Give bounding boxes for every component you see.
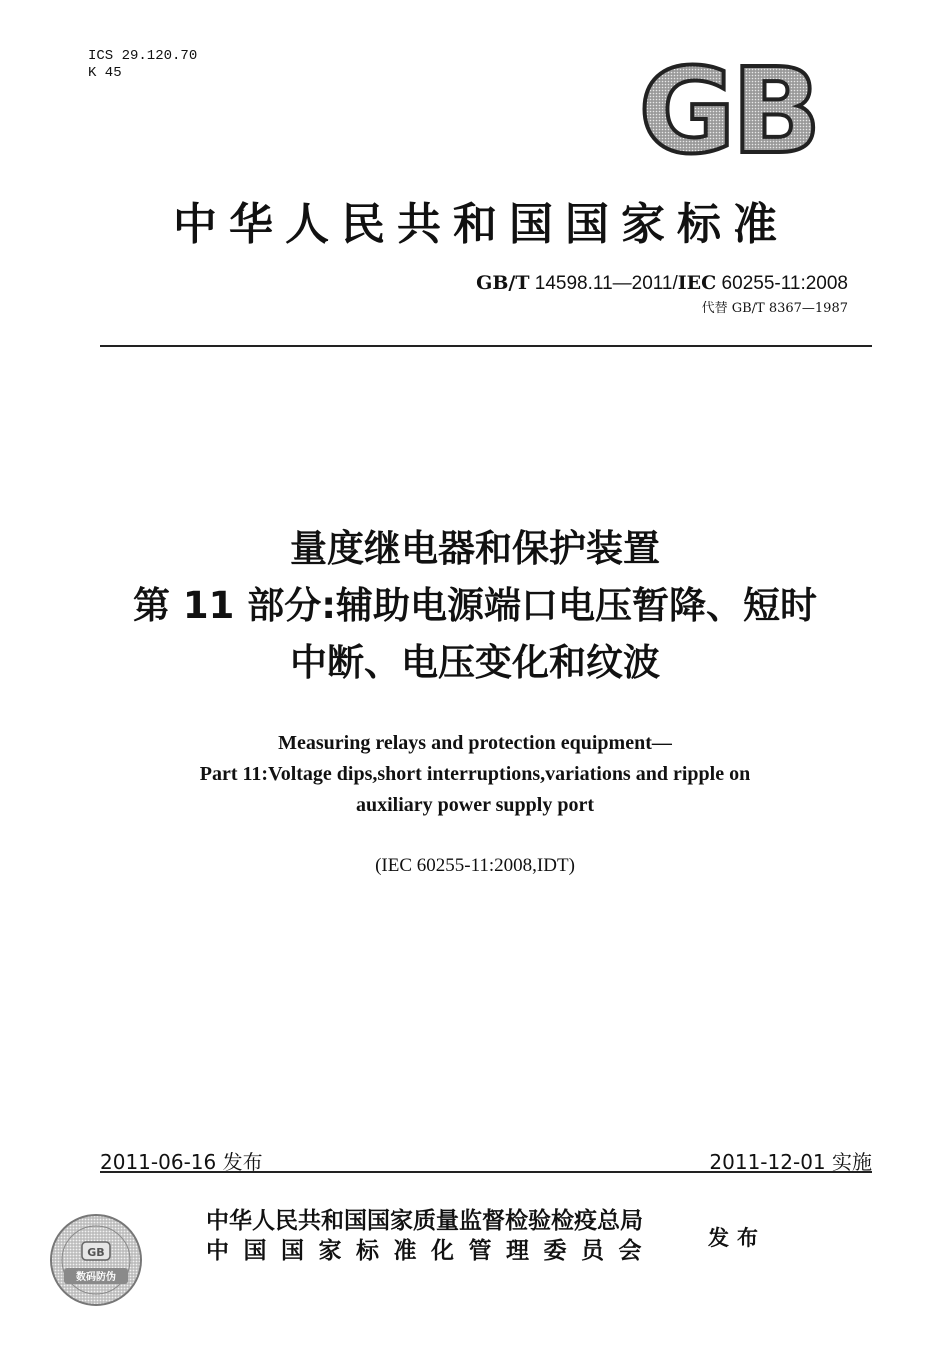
replaces-note: 代替 GB/T 8367—1987: [701, 301, 848, 316]
publisher-sac: 中国国家标准化管理委员会: [206, 1238, 656, 1264]
standard-type-title: 中华人民共和国国家标准: [173, 199, 789, 250]
publishers: [206, 1206, 656, 1266]
adoption-note: (IEC 60255-11:2008,IDT): [375, 855, 575, 876]
publish-label: 发布: [708, 1226, 766, 1250]
chinese-title-line-2: 第 11 部分:辅助电源端口电压暂降、短时: [132, 584, 818, 627]
ccs-code: K 45: [88, 65, 122, 81]
implementation-date: 2011-12-01 实施: [709, 1150, 872, 1174]
english-title-line-2: Part 11:Voltage dips,short interruptions,variations and ripple on: [199, 763, 751, 785]
ics-code: ICS 29.120.70: [88, 48, 198, 64]
gb-logo: [628, 62, 828, 162]
english-title: [0, 728, 950, 821]
publisher-aqsiq: 中华人民共和国国家质量监督检验检疫总局: [206, 1208, 643, 1234]
english-title-line-3: auxiliary power supply port: [356, 794, 594, 816]
svg-text:GB: GB: [638, 62, 818, 162]
standard-number-prefix: GB/T: [476, 272, 530, 294]
standard-number-iec: 60255-11:2008: [716, 273, 848, 294]
standard-number-iec-prefix: IEC: [677, 272, 717, 294]
svg-text:GB: GB: [87, 1246, 105, 1259]
chinese-title: [0, 520, 950, 691]
chinese-title-line-3: 中断、电压变化和纹波: [290, 641, 660, 684]
footer-divider: [100, 1171, 872, 1173]
header-divider: [100, 345, 872, 347]
standard-number: [476, 272, 848, 295]
classification-codes: [88, 48, 197, 82]
chinese-title-line-1: 量度继电器和保护装置: [290, 527, 660, 570]
svg-text:数码防伪: 数码防伪: [76, 1272, 116, 1283]
standard-number-body: 14598.11—2011/: [529, 273, 678, 294]
english-title-line-1: Measuring relays and protection equipment—: [278, 732, 672, 754]
issue-date: 2011-06-16 发布: [100, 1150, 263, 1174]
anti-counterfeit-seal: [48, 1212, 144, 1308]
